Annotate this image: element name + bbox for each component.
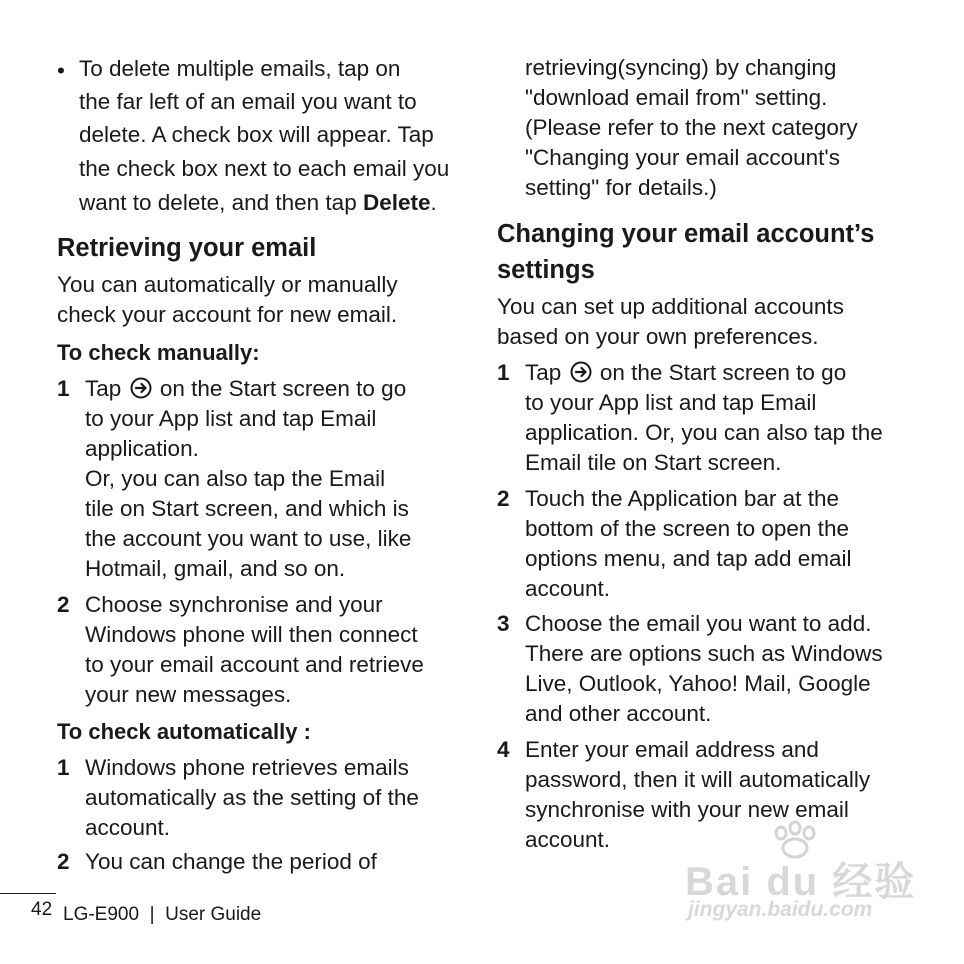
intro-line: You can automatically or manually (57, 272, 398, 297)
step-text: Windows phone retrieves emails (85, 755, 409, 780)
step-text: bottom of the screen to open the (525, 516, 849, 541)
step-text: on the Start screen to go (599, 360, 847, 385)
footer-divider (0, 893, 56, 894)
bullet-period: . (430, 190, 437, 215)
heading-changing-account-line2: settings (497, 256, 595, 284)
step-text: application. Or, you can also tap the (525, 420, 883, 445)
step-text: Email tile on Start screen. (525, 450, 782, 475)
watermark-brand: Bai du 经验 (685, 860, 917, 904)
step-text: There are options such as Windows (525, 641, 883, 666)
bullet-line: the check box next to each email you (79, 156, 450, 181)
baidu-watermark (680, 820, 920, 930)
step-text: and other account. (525, 701, 712, 726)
watermark-url: jingyan.baidu.com (688, 898, 873, 921)
step-number: 1 (57, 755, 70, 780)
tap-word: Tap (525, 360, 562, 385)
step-text: Or, you can also tap the Email (85, 466, 386, 491)
continued-line: (Please refer to the next category (525, 115, 858, 140)
bullet-line: want to delete, and then tap (79, 190, 357, 215)
subheading-check-automatically: To check automatically : (57, 719, 311, 744)
step-text: tile on Start screen, and which is (85, 496, 409, 521)
step-first-line (525, 358, 846, 388)
bullet-line: delete. A check box will appear. Tap (79, 122, 434, 147)
bullet-last-line (79, 186, 437, 220)
delete-keyword: Delete (362, 190, 431, 215)
arrow-right-circle-icon (130, 377, 152, 399)
document-title: LG-E900 | User Guide (63, 904, 262, 925)
tap-word: Tap (85, 376, 122, 401)
step-text: the account you want to use, like (85, 526, 412, 551)
step-text: application. (85, 436, 199, 461)
step-text: account. (525, 576, 611, 601)
step-text: Choose the email you want to add. (525, 611, 872, 636)
step-text: Enter your email address and (525, 737, 819, 762)
step-text: Hotmail, gmail, and so on. (85, 556, 346, 581)
step-number: 2 (497, 486, 510, 511)
step-number: 1 (57, 376, 70, 401)
continued-line: "download email from" setting. (525, 85, 828, 110)
step-number: 1 (497, 360, 510, 385)
step-text: Live, Outlook, Yahoo! Mail, Google (525, 671, 871, 696)
intro-line: You can set up additional accounts (497, 294, 844, 319)
continued-line: setting" for details.) (525, 175, 717, 200)
step-text: Touch the Application bar at the (525, 486, 839, 511)
step-text: Windows phone will then connect (85, 622, 418, 647)
step-text: synchronise with your new email (525, 797, 849, 822)
heading-changing-account-line1: Changing your email account’s (497, 220, 875, 248)
bullet-line: To delete multiple emails, tap on (79, 56, 401, 81)
continued-line: retrieving(syncing) by changing (525, 55, 837, 80)
step-text: automatically as the setting of the (85, 785, 419, 810)
step-first-line (85, 374, 406, 404)
step-text: Choose synchronise and your (85, 592, 383, 617)
page-number: 42 (31, 899, 53, 920)
step-text: options menu, and tap add email (525, 546, 852, 571)
bullet-line: the far left of an email you want to (79, 89, 417, 114)
step-text: password, then it will automatically (525, 767, 871, 792)
step-number: 2 (57, 849, 70, 874)
intro-line: based on your own preferences. (497, 324, 819, 349)
step-text: You can change the period of (85, 849, 377, 874)
step-text: account. (525, 827, 611, 852)
step-number: 3 (497, 611, 510, 636)
step-number: 2 (57, 592, 70, 617)
step-text: your new messages. (85, 682, 292, 707)
intro-line: check your account for new email. (57, 302, 398, 327)
step-text: to your email account and retrieve (85, 652, 424, 677)
bullet-mark: • (57, 58, 65, 83)
arrow-right-circle-icon (570, 361, 592, 383)
step-text: on the Start screen to go (159, 376, 407, 401)
subheading-check-manually: To check manually: (57, 340, 260, 365)
step-text: account. (85, 815, 171, 840)
step-text: to your App list and tap Email (525, 390, 817, 415)
continued-line: "Changing your email account's (525, 145, 840, 170)
heading-retrieving-email: Retrieving your email (57, 234, 317, 262)
step-text: to your App list and tap Email (85, 406, 377, 431)
step-number: 4 (497, 737, 510, 762)
